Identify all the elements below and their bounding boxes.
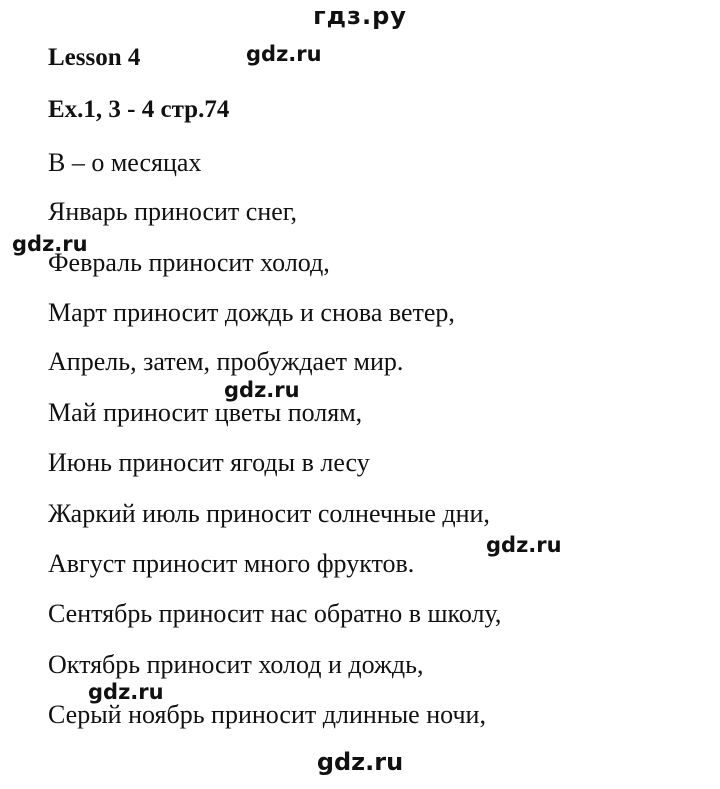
watermark: gdz.ru [224, 378, 300, 402]
poem-line: Февраль приносит холод, [48, 248, 330, 277]
watermark: gdz.ru [246, 42, 322, 66]
poem-line: Серый ноябрь приносит длинные ночи, [48, 700, 486, 729]
poem-line: Апрель, затем, пробуждает мир. [48, 347, 404, 376]
poem-line: Октябрь приносит холод и дождь, [48, 650, 424, 679]
poem-line: Май приносит цветы полям, [48, 398, 363, 427]
watermark: gdz.ru [486, 533, 562, 557]
site-header: гдз.ру [313, 2, 407, 30]
section-label: B – о месяцах [48, 148, 202, 177]
poem-line: Август приносит много фруктов. [48, 549, 415, 578]
watermark: gdz.ru [88, 680, 164, 704]
lesson-title: Lesson 4 [48, 44, 141, 71]
poem-line: Жаркий июль приносит солнечные дни, [48, 499, 490, 528]
poem-line: Январь приносит снег, [48, 197, 298, 226]
poem-line: Март приносит дождь и снова ветер, [48, 298, 455, 327]
poem-line: Июнь приносит ягоды в лесу [48, 448, 370, 477]
exercise-heading: Ex.1, 3 - 4 стр.74 [48, 96, 230, 123]
poem-line: Сентябрь приносит нас обратно в школу, [48, 599, 502, 628]
watermark: gdz.ru [12, 232, 88, 256]
footer-watermark: gdz.ru [316, 748, 404, 776]
